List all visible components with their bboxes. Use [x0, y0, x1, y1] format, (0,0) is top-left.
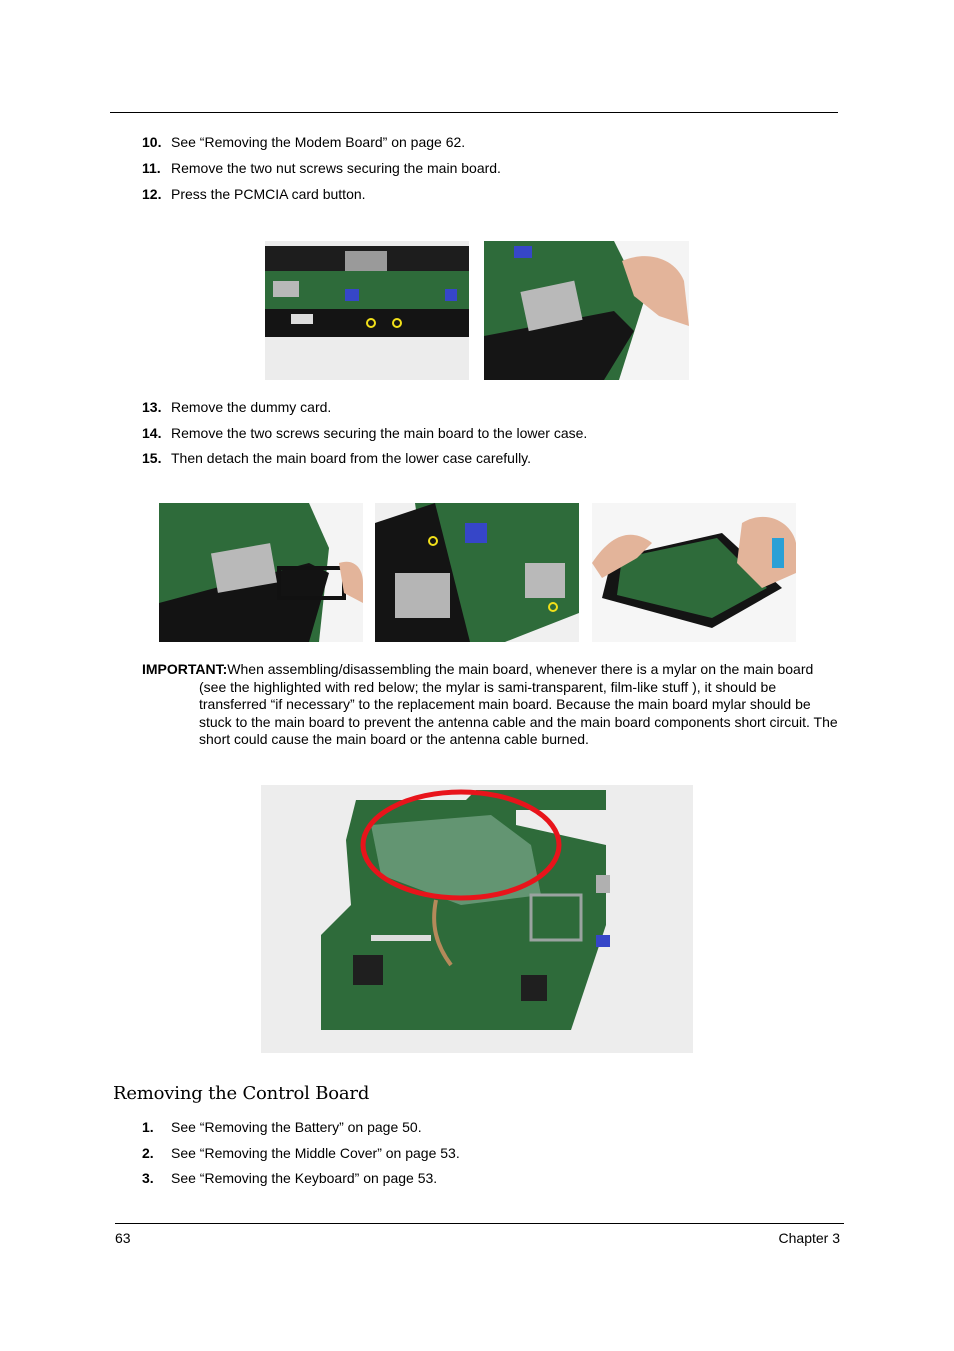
photo-main-board-screws	[375, 503, 579, 642]
step-number: 12.	[142, 186, 162, 202]
step-10	[142, 133, 465, 151]
step-number: 11.	[142, 160, 161, 176]
step-11	[142, 159, 501, 177]
step-number: 14.	[142, 425, 162, 441]
control-step-2	[142, 1144, 460, 1162]
step-15	[142, 449, 531, 467]
step-number: 1.	[142, 1119, 154, 1135]
step-13	[142, 398, 331, 416]
step-number: 10.	[142, 134, 162, 150]
footer-rule	[115, 1223, 844, 1224]
step-number: 13.	[142, 399, 162, 415]
photo-main-board-mylar	[261, 785, 693, 1053]
control-step-3	[142, 1169, 437, 1187]
step-text: See “Removing the Keyboard” on page 53.	[171, 1170, 438, 1186]
step-text: See “Removing the Middle Cover” on page 53.	[171, 1145, 460, 1161]
important-first-line: When assembling/disassembling the main board, whenever there is a mylar on the main board	[227, 661, 814, 677]
step-12	[142, 185, 366, 203]
step-number: 2.	[142, 1145, 154, 1161]
photo-pcmcia-button	[484, 241, 689, 380]
photo-nut-screws	[265, 241, 469, 380]
photo-dummy-card	[159, 503, 363, 642]
step-number: 3.	[142, 1170, 154, 1186]
chapter-label: Chapter 3	[778, 1230, 840, 1246]
header-rule	[110, 112, 838, 113]
photo-detach-board	[592, 503, 796, 642]
step-text: Remove the dummy card.	[171, 399, 332, 415]
step-text: See “Removing the Modem Board” on page 62.	[171, 134, 466, 150]
page-number: 63	[115, 1230, 131, 1246]
important-body: (see the highlighted with red below; the mylar is sami-transparent, film-like stuff ), it should be transferred “if necessary” to the replacement main board. Because the main board mylar should be stuck to the main board to prevent the antenna cable and the main board components short circuit. The short could cause the main board or the antenna cable burned.	[199, 678, 838, 748]
section-title: Removing the Control Board	[113, 1083, 370, 1104]
step-text: Press the PCMCIA card button.	[171, 186, 366, 202]
step-text: Remove the two screws securing the main board to the lower case.	[171, 425, 588, 441]
important-label: IMPORTANT:	[142, 661, 228, 677]
step-number: 15.	[142, 450, 162, 466]
control-step-1	[142, 1118, 422, 1136]
step-text: See “Removing the Battery” on page 50.	[171, 1119, 422, 1135]
step-text: Remove the two nut screws securing the main board.	[171, 160, 501, 176]
step-14	[142, 424, 587, 442]
step-text: Then detach the main board from the lower case carefully.	[171, 450, 532, 466]
important-note	[142, 661, 842, 749]
